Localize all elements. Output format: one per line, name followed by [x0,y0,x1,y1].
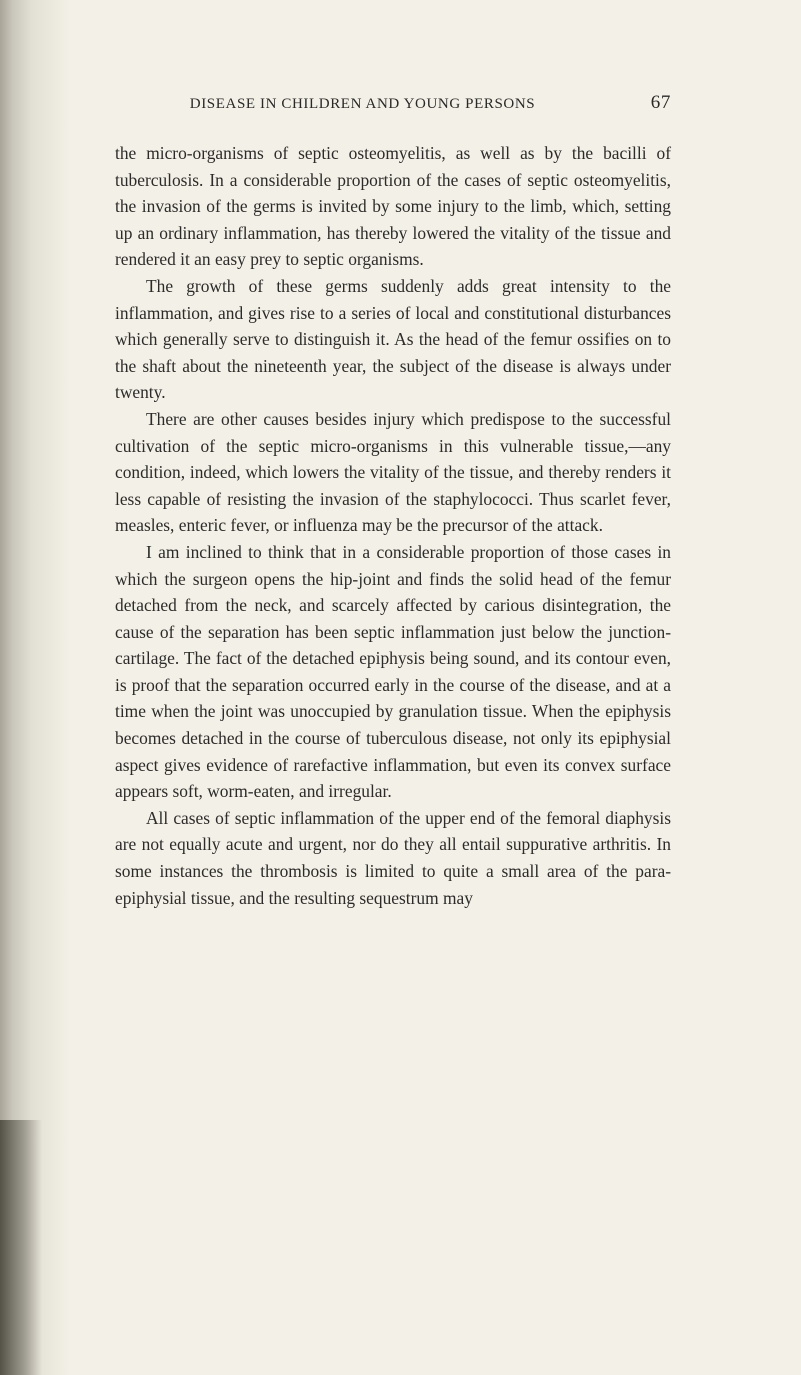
paragraph-5: All cases of septic inflammation of the upper end of the femoral diaphysis are not equally acute and urgent, nor do they all entail suppurative arthritis. In some instances the thrombosis is limited to quite a small area of the para-epiphysial tissue, and the resulting sequestrum may [115,807,671,908]
body-text [115,140,671,911]
paragraph-2: The growth of these germs suddenly adds great intensity to the inflammation, and gives rise to a series of local and constitutional disturbances which generally serve to distinguish it. As the head of the femur ossifies on to the shaft about the nineteenth year, the subject of the disease is always under twenty. [115,275,671,403]
running-title: DISEASE IN CHILDREN AND YOUNG PERSONS [189,96,536,112]
paragraph-1: the micro-organisms of septic osteomyelitis, as well as by the bacilli of tuberculosis. In a considerable proportion of the cases of septic osteomyelitis, the invasion of the germs is invited by some injury to the limb, which, setting up an ordinary inflammation, has thereby lowered the vitality of the tissue and rendered it an easy prey to septic organisms. [115,143,671,270]
paragraph-4: I am inclined to think that in a considerable proportion of those cases in which the surgeon opens the hip-joint and finds the solid head of the femur detached from the neck, and scarcely affected by carious disintegration, the cause of the separation has been septic inflammation just below the junction-cartilage. The fact of the detached epiphysis being sound, and its contour even, is proof that the separation occurred early in the course of the disease, and at a time when the joint was unoccupied by granulation tissue. When the epiphysis becomes detached in the course of tuberculous disease, not only its epiphysial aspect gives evidence of rarefactive inflammation, but even its convex surface appears soft, worm-eaten, and irregular. [115,541,671,802]
paragraph-3: There are other causes besides injury which predispose to the successful cultivation of the septic micro-organisms in this vulnerable tissue,—any condition, indeed, which lowers the vitality of the tissue, and thereby renders it less capable of resisting the invasion of the staphylococci. Thus scarlet fever, measles, enteric fever, or influenza may be the precursor of the attack. [115,408,671,536]
page-number: 67 [650,92,671,113]
binding-dark-edge [0,1120,42,1375]
